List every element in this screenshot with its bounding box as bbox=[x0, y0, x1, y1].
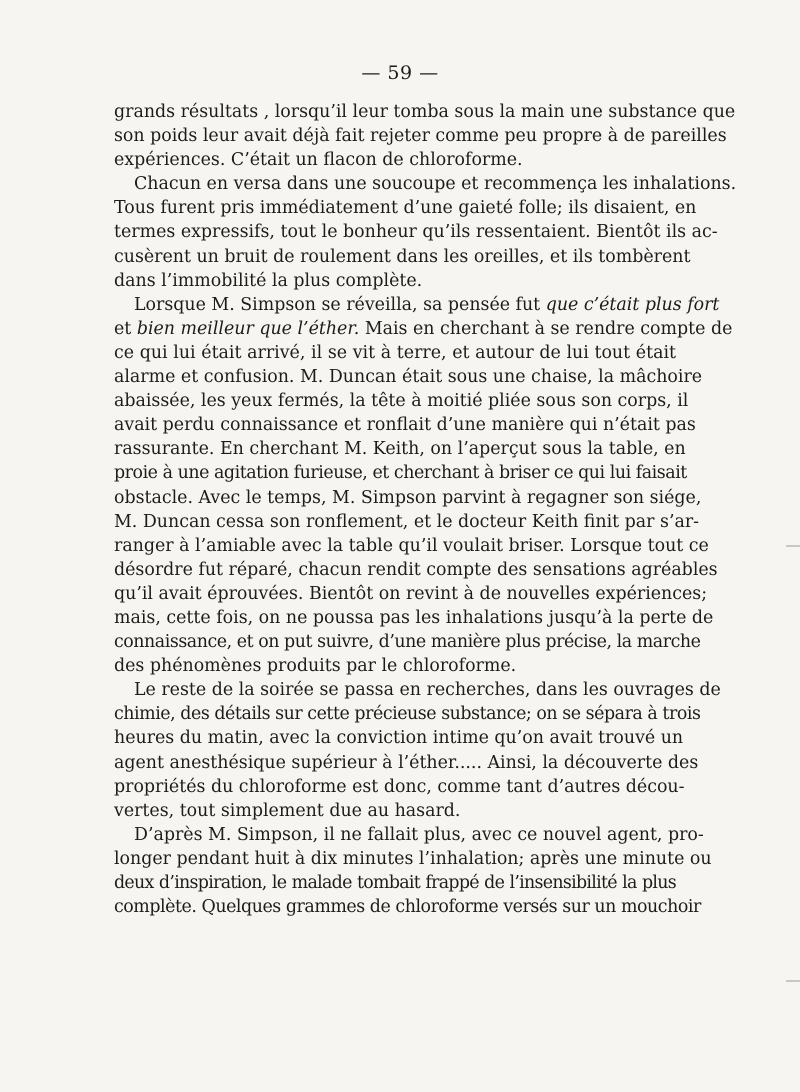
paragraph-first-line bbox=[114, 293, 720, 317]
text-line: propriétés du chloroforme est donc, comme tant d’autres décou- bbox=[114, 776, 685, 797]
text-line: son poids leur avait déjà fait rejeter comme peu propre à de pareilles bbox=[114, 126, 727, 147]
text-line: abaissée, les yeux fermés, la tête à moitié pliée sous son corps, il bbox=[114, 391, 689, 412]
text-line: agent anesthésique supérieur à l’éther..... Ainsi, la découverte des bbox=[114, 752, 699, 773]
text-line: M. Duncan cessa son ronflement, et le docteur Keith finit par s’ar- bbox=[114, 511, 700, 532]
text-line: alarme et confusion. M. Duncan était sous une chaise, la mâchoire bbox=[114, 367, 703, 388]
text-line: dans l’immobilité la plus complète. bbox=[114, 270, 423, 291]
page-edge-mark bbox=[786, 545, 800, 547]
text-line: connaissance, et on put suivre, d’une manière plus précise, la marche bbox=[114, 632, 701, 653]
text-line: vertes, tout simplement due au hasard. bbox=[114, 800, 461, 821]
text-line: rassurante. En cherchant M. Keith, on l’aperçut sous la table, en bbox=[114, 439, 686, 460]
text-line: chimie, des détails sur cette précieuse substance; on se sépara à trois bbox=[114, 704, 701, 725]
text-line: termes expressifs, tout le bonheur qu’ils ressentaient. Bientôt ils ac- bbox=[114, 222, 718, 243]
paragraph-first-line: D’après M. Simpson, il ne fallait plus, avec ce nouvel agent, pro- bbox=[134, 824, 704, 845]
text-line: obstacle. Avec le temps, M. Simpson parvint à regagner son siége, bbox=[114, 487, 702, 508]
text-line: ce qui lui était arrivé, il se vit à terre, et autour de lui tout était bbox=[114, 342, 676, 363]
text-line: désordre fut réparé, chacun rendit compte des sensations agréables bbox=[114, 559, 718, 580]
text-line: expériences. C’était un flacon de chloroforme. bbox=[114, 150, 523, 171]
text-line bbox=[114, 317, 733, 341]
text-line: grands résultats , lorsqu’il leur tomba sous la main une substance que bbox=[114, 102, 736, 122]
text-line: complète. Quelques grammes de chloroforme versés sur un mouchoir bbox=[114, 897, 701, 918]
text-line: Tous furent pris immédiatement d’une gaieté folle; ils disaient, en bbox=[114, 198, 697, 219]
text-run: Mais en cherchant à se rendre compte de bbox=[364, 318, 733, 339]
text-line: cusèrent un bruit de roulement dans les oreilles, et ils tombèrent bbox=[114, 246, 691, 267]
text-line: ranger à l’amiable avec la table qu’il voulait briser. Lorsque tout ce bbox=[114, 535, 709, 556]
text-line: mais, cette fois, on ne poussa pas les inhalations jusqu’à la perte de bbox=[114, 607, 714, 628]
text-line: qu’il avait éprouvées. Bientôt on revint à de nouvelles expériences; bbox=[114, 583, 708, 604]
page-number: — 59 — bbox=[361, 62, 439, 84]
body-text bbox=[114, 100, 737, 919]
text-line: longer pendant huit à dix minutes l’inhalation; après une minute ou bbox=[114, 848, 712, 869]
text-line: proie à une agitation furieuse, et cherchant à briser ce qui lui faisait bbox=[114, 463, 687, 484]
text-line: heures du matin, avec la conviction intime qu’on avait trouvé un bbox=[114, 728, 684, 749]
paragraph-first-line: Le reste de la soirée se passa en recherches, dans les ouvrages de bbox=[134, 680, 721, 701]
text-run: et bbox=[114, 318, 132, 339]
paragraph-first-line: Chacun en versa dans une soucoupe et recommença les inhalations. bbox=[134, 174, 737, 195]
text-run: Lorsque M. Simpson se réveilla, sa pensée fut bbox=[134, 294, 541, 315]
italic-quote: que c’était plus fort bbox=[545, 294, 720, 315]
text-line: des phénomènes produits par le chloroforme. bbox=[114, 656, 517, 677]
page-edge-mark bbox=[786, 980, 800, 982]
text-line: avait perdu connaissance et ronflait d’une manière qui n’était pas bbox=[114, 415, 696, 436]
text-line: deux d’inspiration, le malade tombait frappé de l’insensibilité la plus bbox=[114, 873, 676, 893]
italic-quote: bien meilleur que l’éther. bbox=[136, 318, 360, 339]
